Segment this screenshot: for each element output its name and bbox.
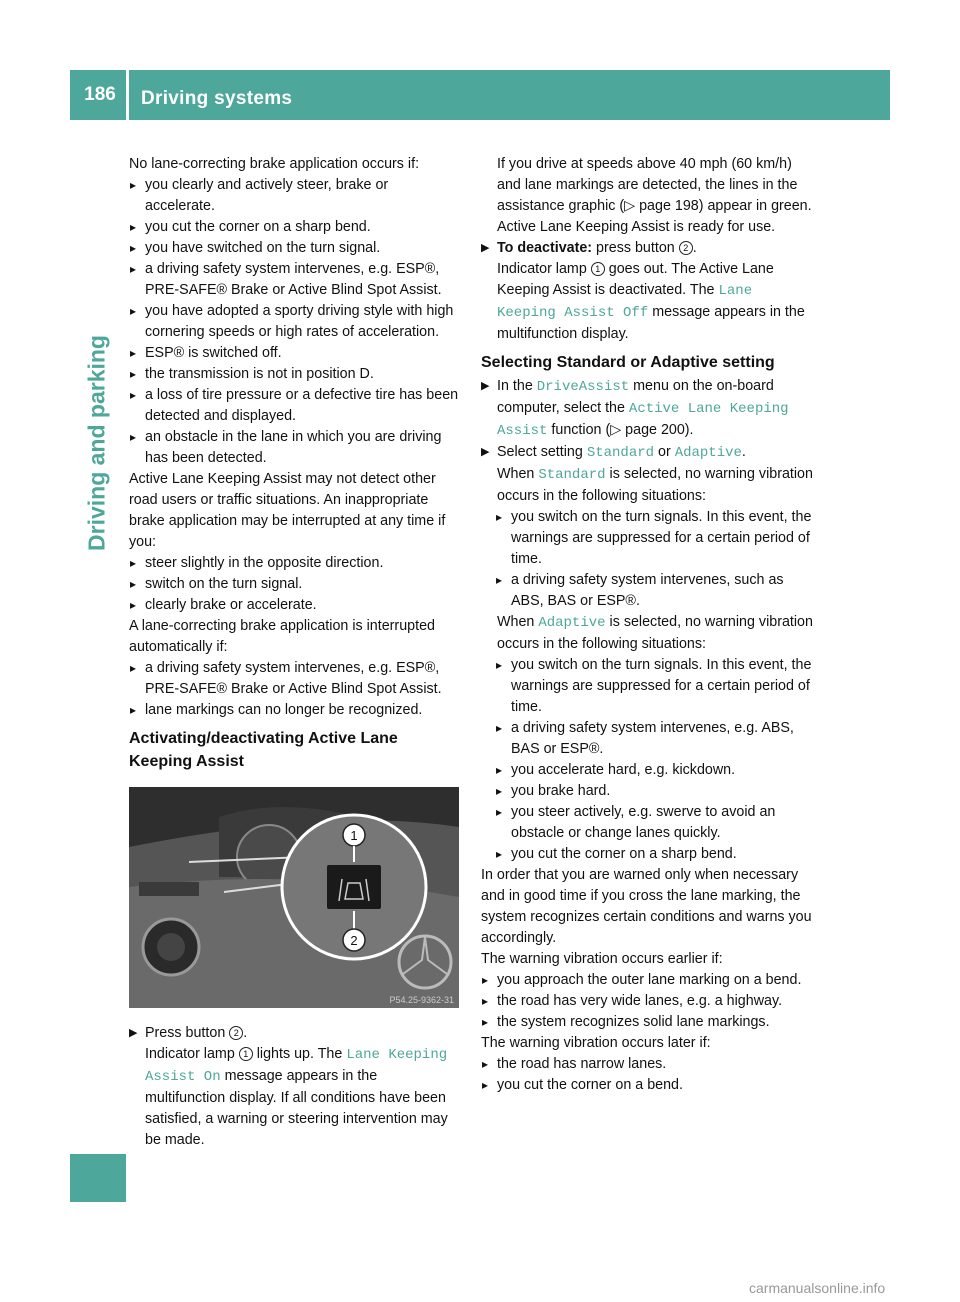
setting-standard: Standard <box>538 467 606 483</box>
list-item: ▸ the road has very wide lanes, e.g. a highway. <box>481 991 814 1012</box>
list-item: ▸ an obstacle in the lane in which you are driving has been detected. <box>129 427 461 469</box>
list-item: ▸ you cut the corner on a sharp bend. <box>129 217 461 238</box>
list-item: ▸ you have switched on the turn signal. <box>129 238 461 259</box>
list-item: ▸ a driving safety system intervenes, e.g. ABS, BAS or ESP®. <box>481 718 814 760</box>
setting-adaptive: Adaptive <box>674 445 742 461</box>
left-column <box>129 154 461 1151</box>
bullet-list-later <box>481 1054 814 1096</box>
list-item: ▸ a driving safety system intervenes, e.g. ESP®, PRE-SAFE® Brake or Active Blind Spot Assist. <box>129 658 461 700</box>
intro-text: No lane-correcting brake application occurs if: <box>129 156 420 172</box>
dashboard-figure <box>129 787 459 1008</box>
side-block <box>70 1154 126 1202</box>
later-intro: The warning vibration occurs later if: <box>481 1035 711 1051</box>
callout-ref: 1 <box>239 1047 253 1061</box>
list-item: ▸ ESP® is switched off. <box>129 343 461 364</box>
setting-adaptive: Adaptive <box>538 615 606 631</box>
bullet-list-conditions <box>129 175 461 469</box>
paragraph-warning: In order that you are warned only when necessary and in good time if you cross the lane marking, the system recognizes certain conditions and warns you accordingly. <box>481 867 812 946</box>
list-item: ▸ a driving safety system intervenes, e.g. ESP®, PRE-SAFE® Brake or Active Blind Spot Assist. <box>129 259 461 301</box>
heading-selecting: Selecting Standard or Adaptive setting <box>481 354 775 371</box>
bullet-list-auto <box>129 658 461 721</box>
list-item: ▸ a loss of tire pressure or a defective tire has been detected and displayed. <box>129 385 461 427</box>
figure-code: P54.25-9362-31 <box>389 995 454 1005</box>
action-select-setting: ▶ Select setting Standard or Adaptive. When Standard is selected, no warning vibration occurs in the following situations: <box>481 442 814 507</box>
side-tab-label: Driving and parking <box>83 335 110 551</box>
bullet-list-interrupt <box>129 553 461 616</box>
list-item: ▸ lane markings can no longer be recognized. <box>129 700 461 721</box>
action-select-menu: ▶ In the DriveAssist menu on the on-board computer, select the Active Lane Keeping Assist function (▷ page 200). <box>481 376 814 442</box>
list-item: ▸ the road has narrow lanes. <box>481 1054 814 1075</box>
watermark: carmanualsonline.info <box>749 1280 886 1296</box>
bullet-list-earlier <box>481 970 814 1033</box>
header-divider <box>126 70 129 120</box>
display-message: Lane Keeping Assist On <box>145 1047 448 1085</box>
callout-ref: 2 <box>229 1026 243 1040</box>
action-deactivate: ▶ To deactivate: press button 2 . Indicator lamp 1 goes out. The Active Lane Keeping Assist is deactivated. The Lane Keeping Assist Off message appears in the multifunction display. <box>481 238 814 345</box>
display-message: Lane Keeping Assist Off <box>497 283 753 321</box>
paragraph-adaptive: When Adaptive is selected, no warning vibration occurs in the following situations: <box>497 614 813 652</box>
bullet-list-standard <box>481 507 814 612</box>
paragraph-speed: If you drive at speeds above 40 mph (60 km/h) and lane markings are detected, the lines in the assistance graphic (▷ page 198) appear in green. Active Lane Keeping Assist is ready for use. <box>497 156 812 235</box>
list-item: ▸ clearly brake or accelerate. <box>129 595 461 616</box>
paragraph-auto: A lane-correcting brake application is interrupted automatically if: <box>129 618 435 655</box>
action-press-button: ▶ Press button 2 . Indicator lamp 1 lights up. The Lane Keeping Assist On message appears in the multifunction display. If all conditions have been satisfied, a warning or steering intervention may be made. <box>129 1023 461 1151</box>
list-item: ▸ you approach the outer lane marking on a bend. <box>481 970 814 991</box>
list-item: ▸ you accelerate hard, e.g. kickdown. <box>481 760 814 781</box>
list-item: ▸ the transmission is not in position D. <box>129 364 461 385</box>
callout-ref: 1 <box>591 262 605 276</box>
callout-2: 2 <box>350 933 358 948</box>
menu-name: DriveAssist <box>536 379 630 395</box>
function-name: Active Lane Keeping Assist <box>497 401 789 439</box>
section-title: Driving systems <box>141 88 293 109</box>
list-item: ▸ you brake hard. <box>481 781 814 802</box>
list-item: ▸ you steer actively, e.g. swerve to avoid an obstacle or change lanes quickly. <box>481 802 814 844</box>
list-item: ▸ steer slightly in the opposite direction. <box>129 553 461 574</box>
list-item: ▸ you have adopted a sporty driving style with high cornering speeds or high rates of acceleration. <box>129 301 461 343</box>
list-item: ▸ you switch on the turn signals. In this event, the warnings are suppressed for a certain period of time. <box>481 655 814 718</box>
bullet-list-adaptive <box>481 655 814 865</box>
list-item: ▸ you clearly and actively steer, brake or accelerate. <box>129 175 461 217</box>
right-column <box>481 154 814 1096</box>
list-item: ▸ the system recognizes solid lane markings. <box>481 1012 814 1033</box>
list-item: ▸ switch on the turn signal. <box>129 574 461 595</box>
list-item: ▸ you cut the corner on a sharp bend. <box>481 844 814 865</box>
page-number: 186 <box>84 84 116 105</box>
callout-ref: 2 <box>679 241 693 255</box>
paragraph-detect: Active Lane Keeping Assist may not detect other road users or traffic situations. An inappropriate brake application may be interrupted at any time if you: <box>129 471 446 550</box>
list-item: ▸ you switch on the turn signals. In this event, the warnings are suppressed for a certain period of time. <box>481 507 814 570</box>
list-item: ▸ a driving safety system intervenes, such as ABS, BAS or ESP®. <box>481 570 814 612</box>
callout-1: 1 <box>350 828 358 843</box>
side-tab <box>70 120 126 1202</box>
list-item: ▸ you cut the corner on a bend. <box>481 1075 814 1096</box>
setting-standard: Standard <box>586 445 655 461</box>
heading-activating: Activating/deactivating Active Lane Keeping Assist <box>129 730 398 770</box>
earlier-intro: The warning vibration occurs earlier if: <box>481 951 723 967</box>
